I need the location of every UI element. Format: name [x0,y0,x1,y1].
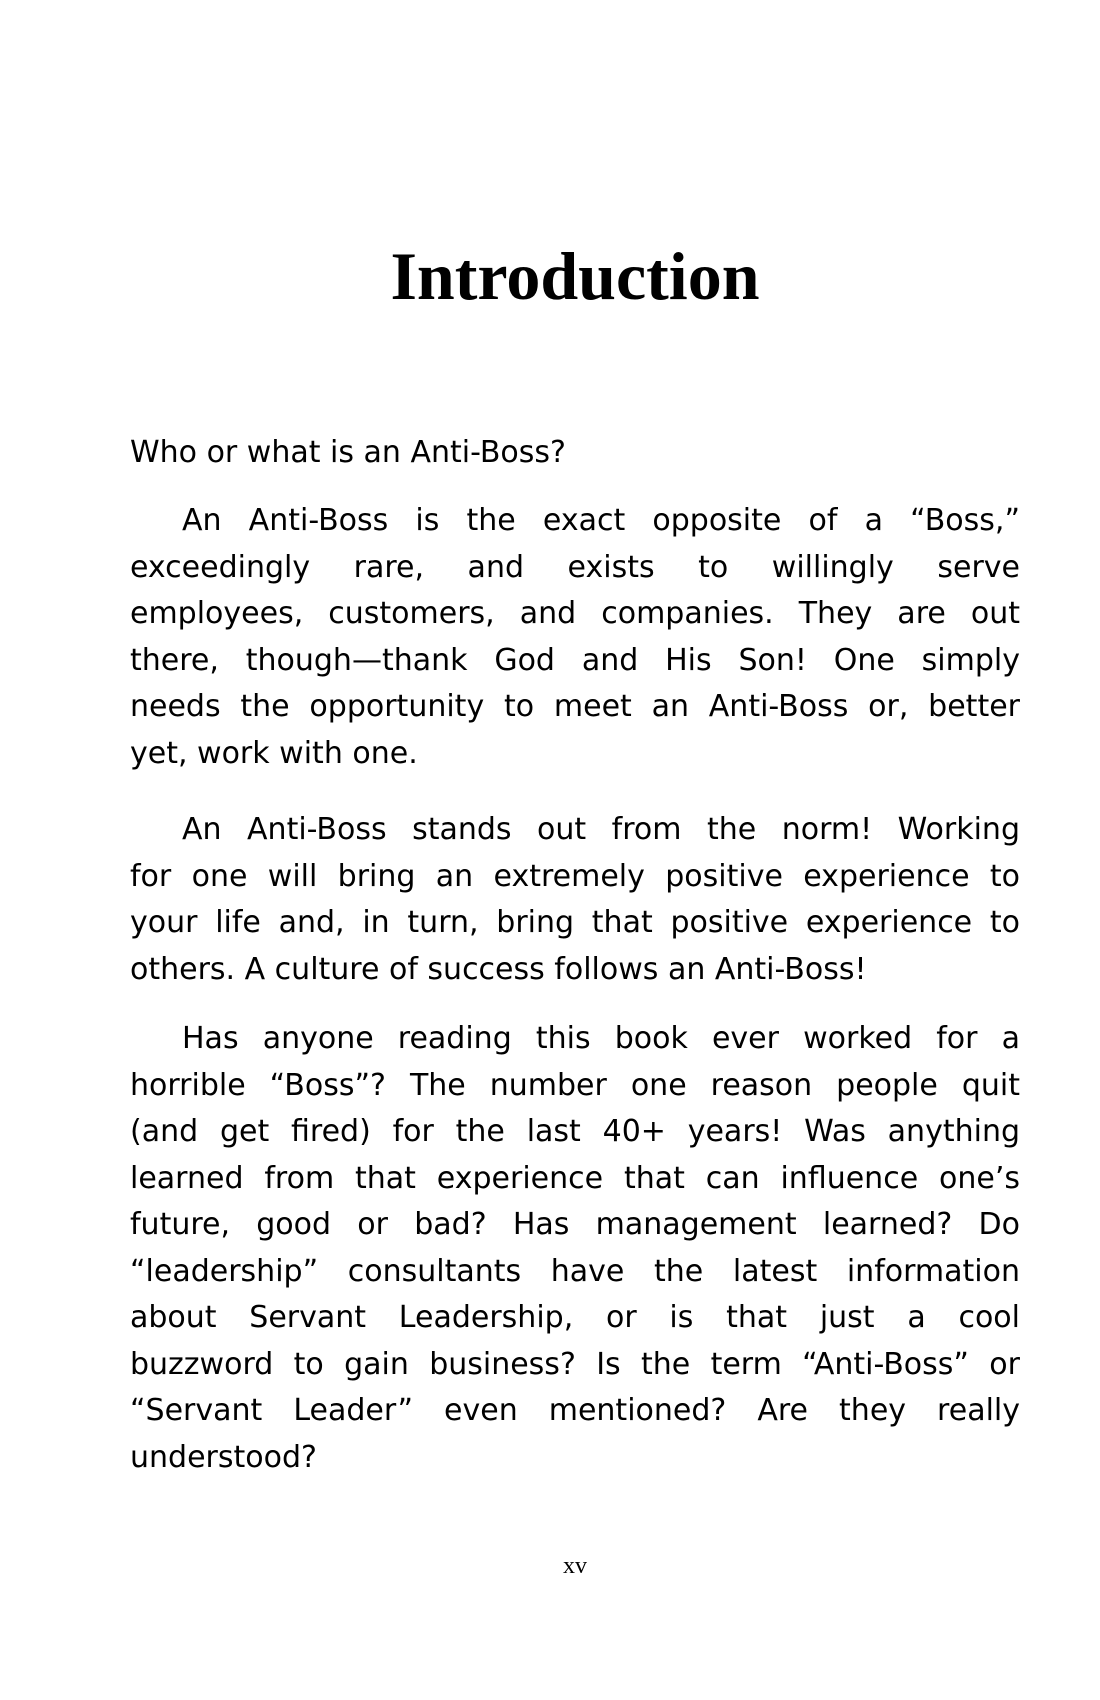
text-line: your life and, in turn, bring that positive experience to [130,905,1020,940]
text-line: buzzword to gain business? Is the term “Anti-Boss” or [130,1346,1020,1382]
page-number: xv [563,1553,587,1579]
text-line: for one will bring an extremely positive experience to [130,858,1020,894]
text-line: understood? [130,1439,317,1475]
text-line: “Servant Leader” even mentioned? Are they really [130,1393,1020,1428]
text-line: An Anti-Boss stands out from the norm! Working [182,812,1020,847]
text-line: needs the opportunity to meet an Anti-Boss or, better [130,689,1020,724]
text-line: future, good or bad? Has management learned? Do [130,1207,1020,1242]
text-line: employees, customers, and companies. They are out [130,596,1020,631]
text-line: there, though—thank God and His Son! One simply [130,642,1020,678]
text-line: learned from that experience that can influence one’s [130,1160,1020,1196]
text-line: An Anti-Boss is the exact opposite of a “Boss,” [182,503,1020,538]
text-line: “leadership” consultants have the latest information [130,1253,1020,1289]
chapter-title: Introduction [390,238,760,314]
text-line: about Servant Leadership, or is that just a cool [130,1300,1020,1335]
text-line: (and get fired) for the last 40+ years! Was anything [130,1114,1020,1149]
text-line: others. A culture of success follows an Anti-Boss! [130,951,867,987]
text-line: Who or what is an Anti-Boss? [130,435,566,470]
text-line: Has anyone reading this book ever worked for a [182,1021,1020,1056]
text-line: exceedingly rare, and exists to willingly serve [130,549,1020,585]
text-line: horrible “Boss”? The number one reason people quit [130,1067,1020,1103]
text-line: yet, work with one. [130,735,418,771]
